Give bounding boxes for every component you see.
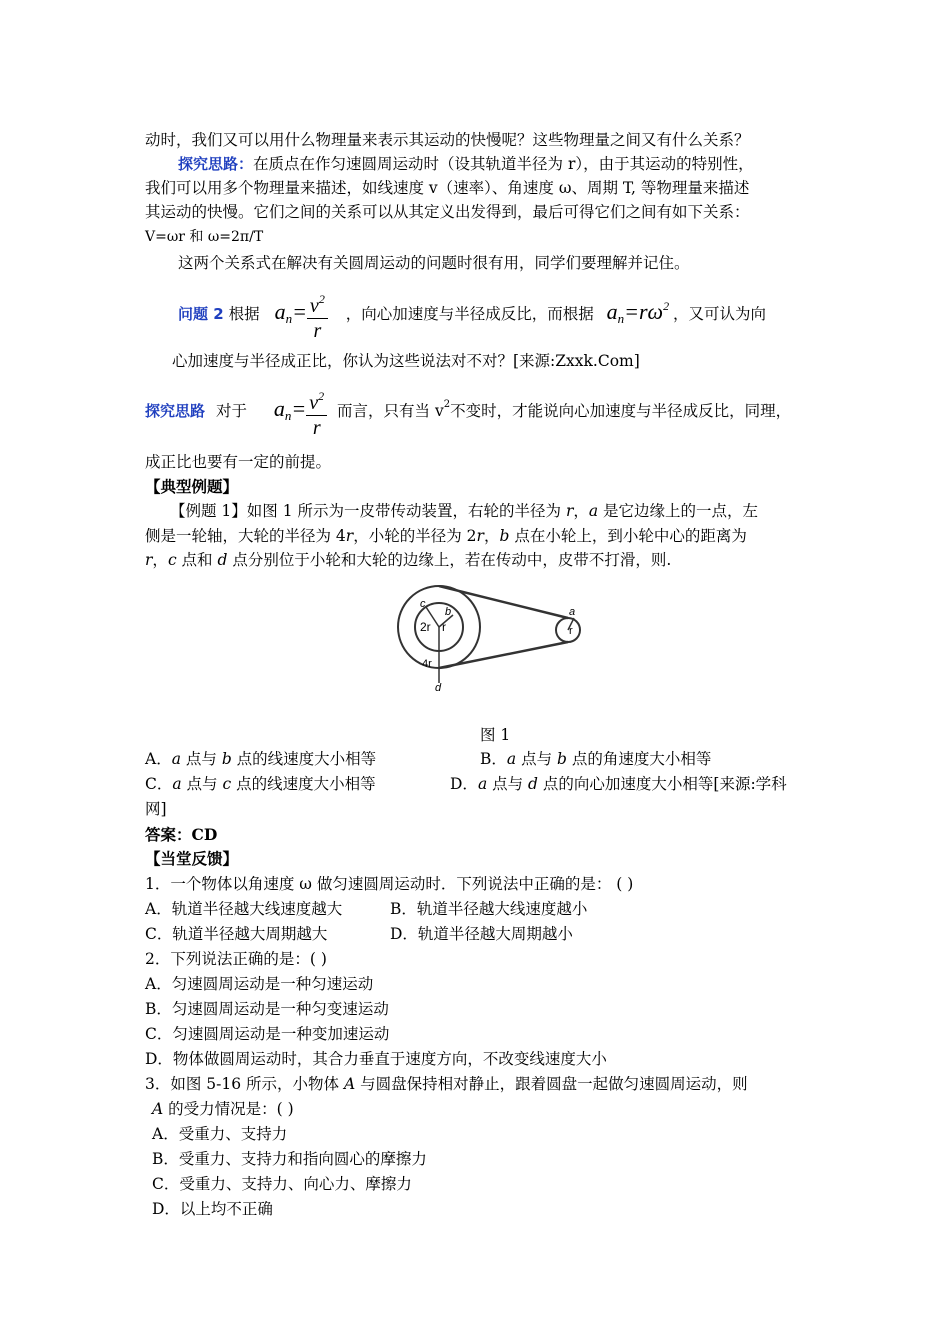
explore-colon-1: ： [238, 155, 254, 173]
question-2-line-2: 心加速度与半径成正比，你认为这些说法对不对？[来源:Zxxk.Com] [172, 352, 640, 370]
explore-2-text-2: 而言，只有当 v [337, 402, 444, 420]
feedback-q3-B: B．受重力、支持力和指向圆心的摩擦力 [152, 1150, 427, 1168]
feedback-q2-A: A．匀速圆周运动是一种匀速运动 [145, 975, 374, 993]
explore-label-2: 探究思路 [145, 402, 206, 420]
example-line-2: 侧是一轮轴，大轮的半径为 4r，小轮的半径为 2r，b 点在小轮上，到小轮中心的距离为 [145, 527, 747, 545]
label-r-small: r [442, 620, 446, 634]
feedback-heading: 【当堂反馈】 [145, 849, 239, 868]
feedback-q2-C: C．匀速圆周运动是一种变加速运动 [145, 1025, 390, 1043]
remember-line: 这两个关系式在解决有关圆周运动的问题时很有用，同学们要理解并记住。 [178, 254, 690, 272]
explore-label-1: 探究思路 [178, 155, 239, 173]
option-D: D．a 点与 d 点的向心加速度大小相等[来源:学科 [450, 775, 787, 793]
example-line-3: r，c 点和 d 点分别位于小轮和大轮的边缘上，若在传动中，皮带不打滑，则. [145, 551, 672, 569]
feedback-q2: 2．下列说法正确的是：( ) [145, 950, 327, 968]
label-a: a [569, 606, 576, 618]
formula-an-v2-r-2: $a_n=$ $\frac{v^2}{r}$ [274, 403, 331, 420]
example-heading: 【典型例题】 [145, 477, 239, 496]
explore-line-2 [145, 375, 792, 440]
explore-2-text-1: 对于 [215, 402, 247, 420]
relations-line: V=ωr 和 ω=2π/T [145, 229, 264, 245]
question-2-text-3: ，又可认为向 [672, 305, 766, 323]
label-2r: 2r [420, 620, 431, 634]
explore-2-line-2: 成正比也要有一定的前提。 [145, 453, 332, 471]
figure-1-caption: 图 1 [480, 726, 511, 744]
explore-line-1 [178, 153, 754, 175]
feedback-q3-A: A．受重力、支持力 [152, 1125, 288, 1143]
intro-line-3: 我们可以用多个物理量来描述，如线速度 v（速率）、角速度 ω、周期 T, 等物理量来描述 [145, 179, 750, 197]
feedback-q3-C: C．受重力、支持力、向心力、摩擦力 [152, 1175, 412, 1193]
explore-2-text-3: 不变时，才能说向心加速度与半径成反比，同理， [450, 402, 792, 420]
option-A: A．a 点与 b 点的线速度大小相等 [145, 750, 377, 768]
feedback-q1-B: B．轨道半径越大线速度越小 [390, 900, 588, 918]
feedback-q1-A: A．轨道半径越大线速度越大 [145, 900, 343, 918]
intro-line-4: 其运动的快慢。它们之间的关系可以从其定义出发得到，最后可得它们之间有如下关系： [145, 203, 750, 221]
explore-text-1: 在质点在作匀速圆周运动时（设其轨道半径为 r），由于其运动的特别性， [253, 155, 754, 173]
answer: 答案：CD [145, 825, 218, 844]
feedback-q2-B: B．匀速圆周运动是一种匀变速运动 [145, 1000, 389, 1018]
example-line-1: 【例题 1】如图 1 所示为一皮带传动装置，右轮的半径为 r，a 是它边缘上的一点，左 [170, 502, 759, 520]
feedback-q1-D: D．轨道半径越大周期越小 [390, 925, 573, 943]
feedback-q1-C: C．轨道半径越大周期越大 [145, 925, 328, 943]
option-C: C．a 点与 c 点的线速度大小相等 [145, 775, 376, 793]
feedback-q1: 1．一个物体以角速度 ω 做匀速圆周运动时．下列说法中正确的是： ( ) [145, 875, 634, 893]
label-4r: 4r [422, 658, 432, 670]
feedback-q3-line-2: A 的受力情况是：( ) [152, 1100, 294, 1118]
question-2-line [178, 276, 766, 343]
formula-an-v2-r-1: $a_n=$ $\frac{v^2}{r}$ [275, 306, 332, 323]
label-r-right: r [569, 625, 573, 637]
feedback-q3-D: D．以上均不正确 [152, 1200, 273, 1218]
formula-an-rw2: $a_n=r\omega^2$ [606, 299, 670, 326]
option-B: B．a 点与 b 点的角速度大小相等 [480, 750, 712, 768]
belt-bottom [439, 642, 568, 668]
feedback-q2-D: D．物体做圆周运动时，其合力垂直于速度方向，不改变线速度大小 [145, 1050, 607, 1068]
question-2-text-1: 根据 [228, 305, 260, 323]
label-b: b [445, 606, 452, 618]
figure-1-belt-drive [390, 585, 590, 695]
label-d: d [435, 682, 442, 694]
question-2-text-2: ，向心加速度与半径成反比，而根据 [345, 305, 594, 323]
explore-2-sq: 2 [443, 399, 451, 410]
feedback-q3: 3．如图 5-16 所示，小物体 A 与圆盘保持相对静止，跟着圆盘一起做匀速圆周运动，则 [145, 1075, 748, 1093]
option-D-continued: 网] [145, 800, 167, 818]
question-2-label: 问题 2 [178, 305, 224, 323]
intro-line-1: 动时，我们又可以用什么物理量来表示其运动的快慢呢？这些物理量之间又有什么关系？ [145, 131, 750, 149]
label-c: c [420, 598, 426, 610]
